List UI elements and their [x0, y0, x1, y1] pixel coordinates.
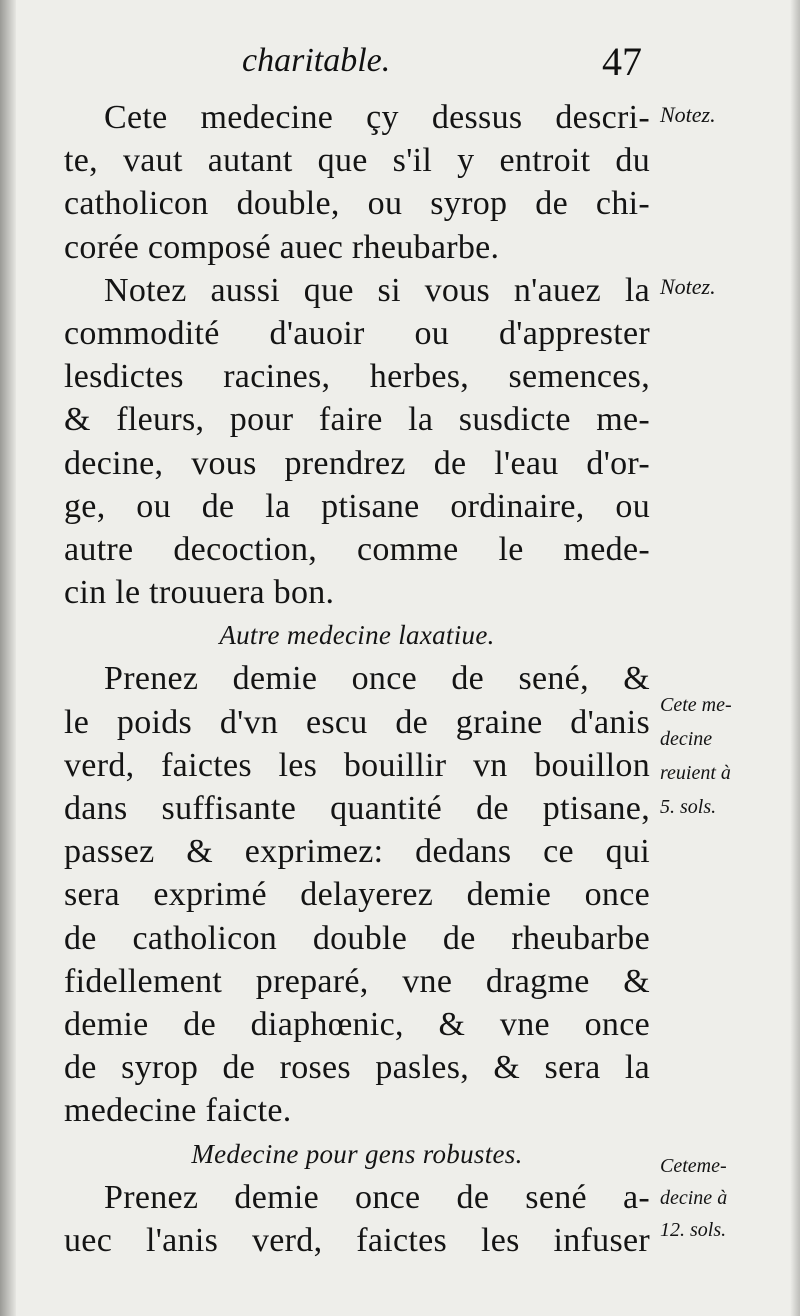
- margin-note-cost-12-sols: [660, 1150, 727, 1246]
- text-line: Notez aussi que si vous n'auez la: [104, 271, 650, 309]
- margin-note-line: Notez.: [660, 274, 716, 299]
- margin-note-line: decine: [660, 728, 713, 750]
- text-line: de catholicon double de rheubarbe: [64, 919, 650, 957]
- main-text-block: [64, 96, 650, 1262]
- margin-note-cost-5-sols: [660, 688, 732, 824]
- margin-note-line: 5. sols.: [660, 796, 717, 818]
- section-heading: Autre medecine laxatiue.: [219, 620, 495, 651]
- text-line: le poids d'vn escu de graine d'anis: [64, 703, 650, 741]
- text-line: & fleurs, pour faire la susdicte me-: [64, 401, 650, 439]
- margin-note-line: 12. sols.: [660, 1219, 727, 1241]
- margin-note-line: Ceteme-: [660, 1155, 727, 1177]
- text-line: ge, ou de la ptisane ordinaire, ou: [64, 487, 650, 525]
- text-line: Cete medecine çy dessus descri-: [104, 99, 650, 136]
- text-line: dans suffisante quantité de ptisane,: [64, 790, 650, 827]
- text-line: passez & exprimez: dedans ce qui: [64, 833, 650, 871]
- text-line: corée composé auec rheubarbe.: [64, 228, 500, 266]
- text-line: te, vaut autant que s'il y entroit du: [64, 142, 650, 180]
- text-line: autre decoction, comme le mede-: [64, 530, 650, 568]
- text-line: cin le trouuera bon.: [64, 574, 335, 612]
- text-line: Prenez demie once de sené a-: [104, 1178, 650, 1216]
- margin-note-notez-1: [660, 102, 716, 128]
- margin-note-notez-2: [660, 274, 716, 300]
- text-line: Prenez demie once de sené, &: [104, 660, 650, 698]
- running-head: charitable.: [242, 42, 391, 79]
- text-line: demie de diaphœnic, & vne once: [64, 1005, 650, 1043]
- margin-note-line: reuient à: [660, 762, 731, 784]
- text-line: uec l'anis verd, faictes les infuser: [64, 1221, 650, 1259]
- page-header: [64, 39, 648, 92]
- text-line: lesdictes racines, herbes, semences,: [64, 358, 650, 396]
- text-line: de syrop de roses pasles, & sera la: [64, 1049, 650, 1087]
- text-line: catholicon double, ou syrop de chi-: [64, 185, 650, 223]
- page-edge: [790, 0, 800, 1316]
- margin-notes: [660, 0, 790, 1316]
- margin-note-line: Notez.: [660, 102, 716, 127]
- text-line: decine, vous prendrez de l'eau d'or-: [64, 444, 650, 482]
- text-line: fidellement preparé, vne dragme &: [64, 962, 650, 1000]
- margin-note-line: decine à: [660, 1187, 728, 1209]
- text-line: verd, faictes les bouillir vn bouillon: [64, 746, 650, 784]
- text-line: commodité d'auoir ou d'apprester: [64, 314, 650, 352]
- section-heading: Medecine pour gens robustes.: [191, 1138, 523, 1169]
- text-line: sera exprimé delayerez demie once: [64, 876, 650, 914]
- text-line: medecine faicte.: [64, 1092, 292, 1130]
- page-gutter-shadow: [0, 0, 16, 1316]
- page-number: 47: [602, 39, 642, 84]
- margin-note-line: Cete me-: [660, 694, 732, 716]
